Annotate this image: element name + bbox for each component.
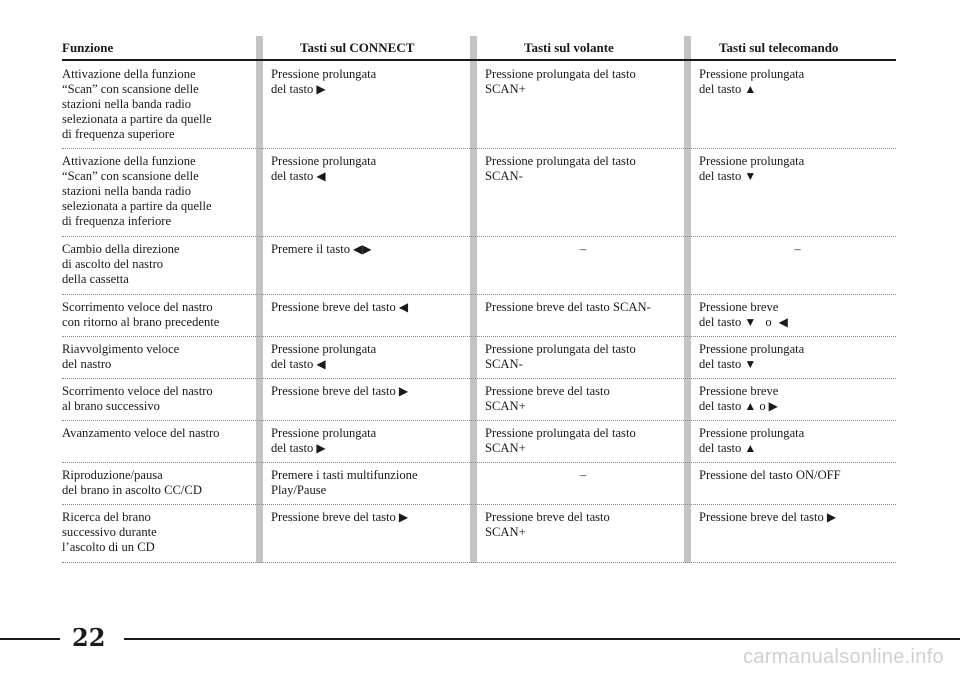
cell-telecomando-text: Pressione prolungata del tasto: [699, 342, 805, 371]
or-text: o: [759, 399, 766, 413]
cell-telecomando-text: Pressione breve del tasto: [699, 300, 779, 329]
cell-connect: [271, 154, 475, 184]
arrow-down-icon: ▼: [744, 169, 757, 183]
cell-volante: Pressione prolungata del tasto SCAN-: [485, 154, 636, 183]
cell-telecomando: [699, 300, 896, 330]
cell-telecomando-text: Pressione prolungata del tasto: [699, 154, 805, 183]
arrow-right-icon: ▶: [398, 384, 409, 398]
arrow-left-icon: ◀: [778, 315, 788, 329]
cell-connect: [271, 342, 475, 372]
footer-rule-right: [124, 638, 960, 640]
cell-connect: [271, 67, 475, 97]
cell-funzione: Avanzamento veloce del nastro: [62, 426, 220, 440]
table-row: [62, 505, 896, 563]
cell-volante: Pressione prolungata del tasto SCAN-: [485, 342, 636, 371]
cell-telecomando: [699, 342, 896, 372]
table-row: [62, 237, 896, 295]
page-number: 22: [72, 623, 106, 652]
cell-telecomando: [699, 510, 896, 525]
table-row: [62, 62, 896, 149]
cell-volante: –: [579, 468, 587, 482]
table-row: [62, 149, 896, 237]
table-row: [62, 337, 896, 379]
cell-funzione: Attivazione della funzione “Scan” con scansione delle stazioni nella banda radio selezionata a partire da quelle di frequenza superiore: [62, 67, 212, 141]
cell-telecomando-text: Pressione prolungata del tasto: [699, 67, 805, 96]
arrow-left-icon: ◀: [353, 242, 363, 256]
cell-funzione: Riavvolgimento veloce del nastro: [62, 342, 180, 371]
arrow-right-icon: ▶: [398, 510, 409, 524]
cell-connect: [271, 384, 475, 399]
cell-connect: [271, 300, 475, 315]
header-connect: Tasti sul CONNECT: [300, 40, 415, 55]
arrow-right-icon: ▶: [316, 82, 326, 96]
arrow-down-icon: ▼: [744, 357, 757, 371]
cell-funzione: Riproduzione/pausa del brano in ascolto CC/CD: [62, 468, 202, 497]
cell-volante: Pressione breve del tasto SCAN+: [485, 510, 610, 539]
cell-telecomando: Pressione del tasto ON/OFF: [699, 468, 841, 482]
cell-connect-text: Pressione breve del tasto: [271, 384, 396, 398]
header-funzione: Funzione: [62, 40, 114, 55]
cell-volante: Pressione prolungata del tasto SCAN+: [485, 426, 636, 455]
cell-telecomando: –: [794, 242, 801, 256]
cell-connect-text: Pressione breve del tasto: [271, 300, 396, 314]
cell-volante: Pressione prolungata del tasto SCAN+: [485, 67, 636, 96]
arrow-up-icon: ▲: [744, 82, 757, 96]
cell-telecomando-text: Pressione breve del tasto: [699, 384, 779, 413]
table-row: [62, 295, 896, 337]
cell-connect-text: Pressione prolungata del tasto: [271, 154, 377, 183]
header-telecomando: Tasti sul telecomando: [719, 40, 839, 55]
arrow-right-icon: ▶: [768, 399, 778, 413]
cell-funzione: Ricerca del brano successivo durante l’ascolto di un CD: [62, 510, 157, 554]
cell-connect: [271, 426, 475, 456]
header-volante: Tasti sul volante: [524, 40, 614, 55]
cell-telecomando: [699, 67, 896, 97]
cell-telecomando-text: Pressione prolungata del tasto: [699, 426, 805, 455]
cell-connect-text: Pressione prolungata del tasto: [271, 426, 377, 455]
footer-rule-left: [0, 638, 60, 640]
cell-funzione: Scorrimento veloce del nastro al brano successivo: [62, 384, 213, 413]
arrow-right-icon: ▶: [362, 242, 372, 256]
cell-connect-text: Pressione prolungata del tasto: [271, 67, 377, 96]
cell-connect: Premere i tasti multifunzione Play/Pause: [271, 468, 418, 497]
or-text: o: [765, 315, 772, 329]
cell-volante: Pressione breve del tasto SCAN+: [485, 384, 610, 413]
cell-connect-text: Pressione prolungata del tasto: [271, 342, 377, 371]
cell-telecomando: [699, 384, 896, 414]
cell-telecomando: [699, 154, 896, 184]
cell-volante: –: [579, 242, 587, 256]
arrow-left-icon: ◀: [316, 357, 326, 371]
arrow-up-icon: ▲: [744, 441, 757, 455]
cell-funzione: Attivazione della funzione “Scan” con scansione delle stazioni nella banda radio selezionata a partire da quelle di frequenza inferiore: [62, 154, 212, 228]
arrow-down-icon: ▼: [744, 315, 757, 329]
arrow-left-icon: ◀: [316, 169, 326, 183]
cell-volante: Pressione breve del tasto SCAN-: [485, 300, 651, 314]
cell-connect-text: Premere il tasto: [271, 242, 351, 256]
cell-connect: [271, 242, 475, 257]
table-row: [62, 379, 896, 421]
watermark: carmanualsonline.info: [743, 646, 944, 668]
cell-funzione: Scorrimento veloce del nastro con ritorno al brano precedente: [62, 300, 220, 329]
arrow-right-icon: ▶: [826, 510, 837, 524]
cell-funzione: Cambio della direzione di ascolto del nastro della cassetta: [62, 242, 180, 286]
table-row: [62, 421, 896, 463]
table-row: [62, 463, 896, 505]
arrow-left-icon: ◀: [398, 300, 409, 314]
cell-connect-text: Pressione breve del tasto: [271, 510, 396, 524]
cell-connect: [271, 510, 475, 525]
cell-telecomando: [699, 426, 896, 456]
header-rule: [62, 59, 896, 61]
arrow-right-icon: ▶: [316, 441, 326, 455]
arrow-up-icon: ▲: [744, 399, 757, 413]
cell-telecomando-text: Pressione breve del tasto: [699, 510, 824, 524]
table-header: [62, 38, 896, 58]
